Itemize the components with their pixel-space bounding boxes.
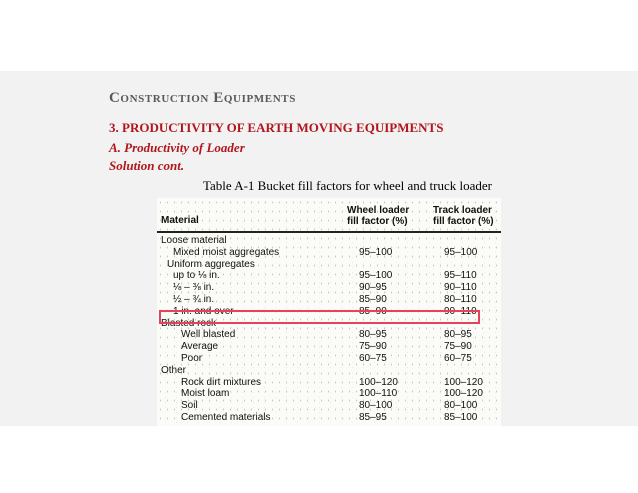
row-wheel-value: 80–100 — [359, 400, 393, 412]
row-track-value: 90–110 — [444, 305, 477, 317]
row-material-label: Cemented materials — [181, 412, 271, 423]
row-wheel-value: 85–95 — [359, 412, 387, 423]
row-wheel-value: 60–75 — [359, 353, 387, 364]
row-track-value: 100–120 — [444, 376, 483, 388]
bucket-fill-factor-table — [157, 198, 501, 426]
row-wheel-value: 85–90 — [359, 305, 387, 317]
row-material-label: Mixed moist aggregates — [173, 246, 280, 258]
solution-label: Solution cont. — [109, 158, 185, 173]
row-track-value: 85–100 — [444, 412, 478, 423]
row-track-value: 80–100 — [444, 400, 478, 412]
row-wheel-value: 90–95 — [359, 282, 387, 294]
header-track-line2: fill factor (%) — [433, 216, 494, 227]
row-wheel-value: 95–100 — [359, 270, 393, 282]
header-divider — [157, 231, 501, 233]
row-material-label: Loose material — [161, 235, 227, 246]
row-material-label: ½ – ¾ in. — [173, 294, 215, 305]
header-wheel-line1: Wheel loader — [347, 205, 410, 216]
row-track-value: 75–90 — [444, 341, 472, 353]
row-wheel-value: 75–90 — [359, 341, 387, 353]
row-material-label: Poor — [181, 353, 203, 364]
row-wheel-value: 100–110 — [359, 388, 398, 400]
row-material-label: Rock dirt mixtures — [181, 376, 262, 388]
row-material-label: Well blasted — [181, 329, 236, 341]
row-material-label: Blasted rock — [161, 317, 217, 329]
subsection-heading: A. Productivity of Loader — [109, 140, 245, 155]
row-material-label: Soil — [181, 400, 198, 412]
header-track-line1: Track loader — [433, 205, 492, 216]
header-wheel-line2: fill factor (%) — [347, 216, 408, 227]
row-material-label: ⅛ – ⅜ in. — [173, 282, 215, 294]
row-material-label: Moist loam — [181, 388, 230, 400]
section-heading: 3. PRODUCTIVITY OF EARTH MOVING EQUIPMENTS — [109, 120, 444, 135]
row-track-value: 95–110 — [444, 270, 477, 282]
row-track-value: 90–110 — [444, 282, 477, 294]
table-row — [157, 411, 501, 424]
row-wheel-value: 100–120 — [359, 376, 398, 388]
row-track-value: 80–110 — [444, 294, 477, 305]
row-material-label: up to ⅛ in. — [173, 270, 220, 282]
row-wheel-value: 80–95 — [359, 329, 387, 341]
slide-title: Construction Equipments — [109, 90, 296, 106]
row-track-value: 60–75 — [444, 353, 472, 364]
row-material-label: Uniform aggregates — [167, 258, 255, 270]
row-track-value: 100–120 — [444, 388, 483, 400]
row-material-label: 1 in. and over — [173, 305, 234, 317]
row-material-label: Other — [161, 364, 187, 376]
row-track-value: 80–95 — [444, 329, 472, 341]
row-wheel-value: 85–90 — [359, 294, 387, 305]
highlight-box — [159, 310, 480, 324]
row-track-value: 95–100 — [444, 246, 478, 258]
header-material: Material — [161, 215, 199, 226]
table-caption: Table A-1 Bucket fill factors for wheel and truck loader — [203, 178, 492, 193]
row-material-label: Average — [181, 341, 219, 353]
row-wheel-value: 95–100 — [359, 246, 393, 258]
